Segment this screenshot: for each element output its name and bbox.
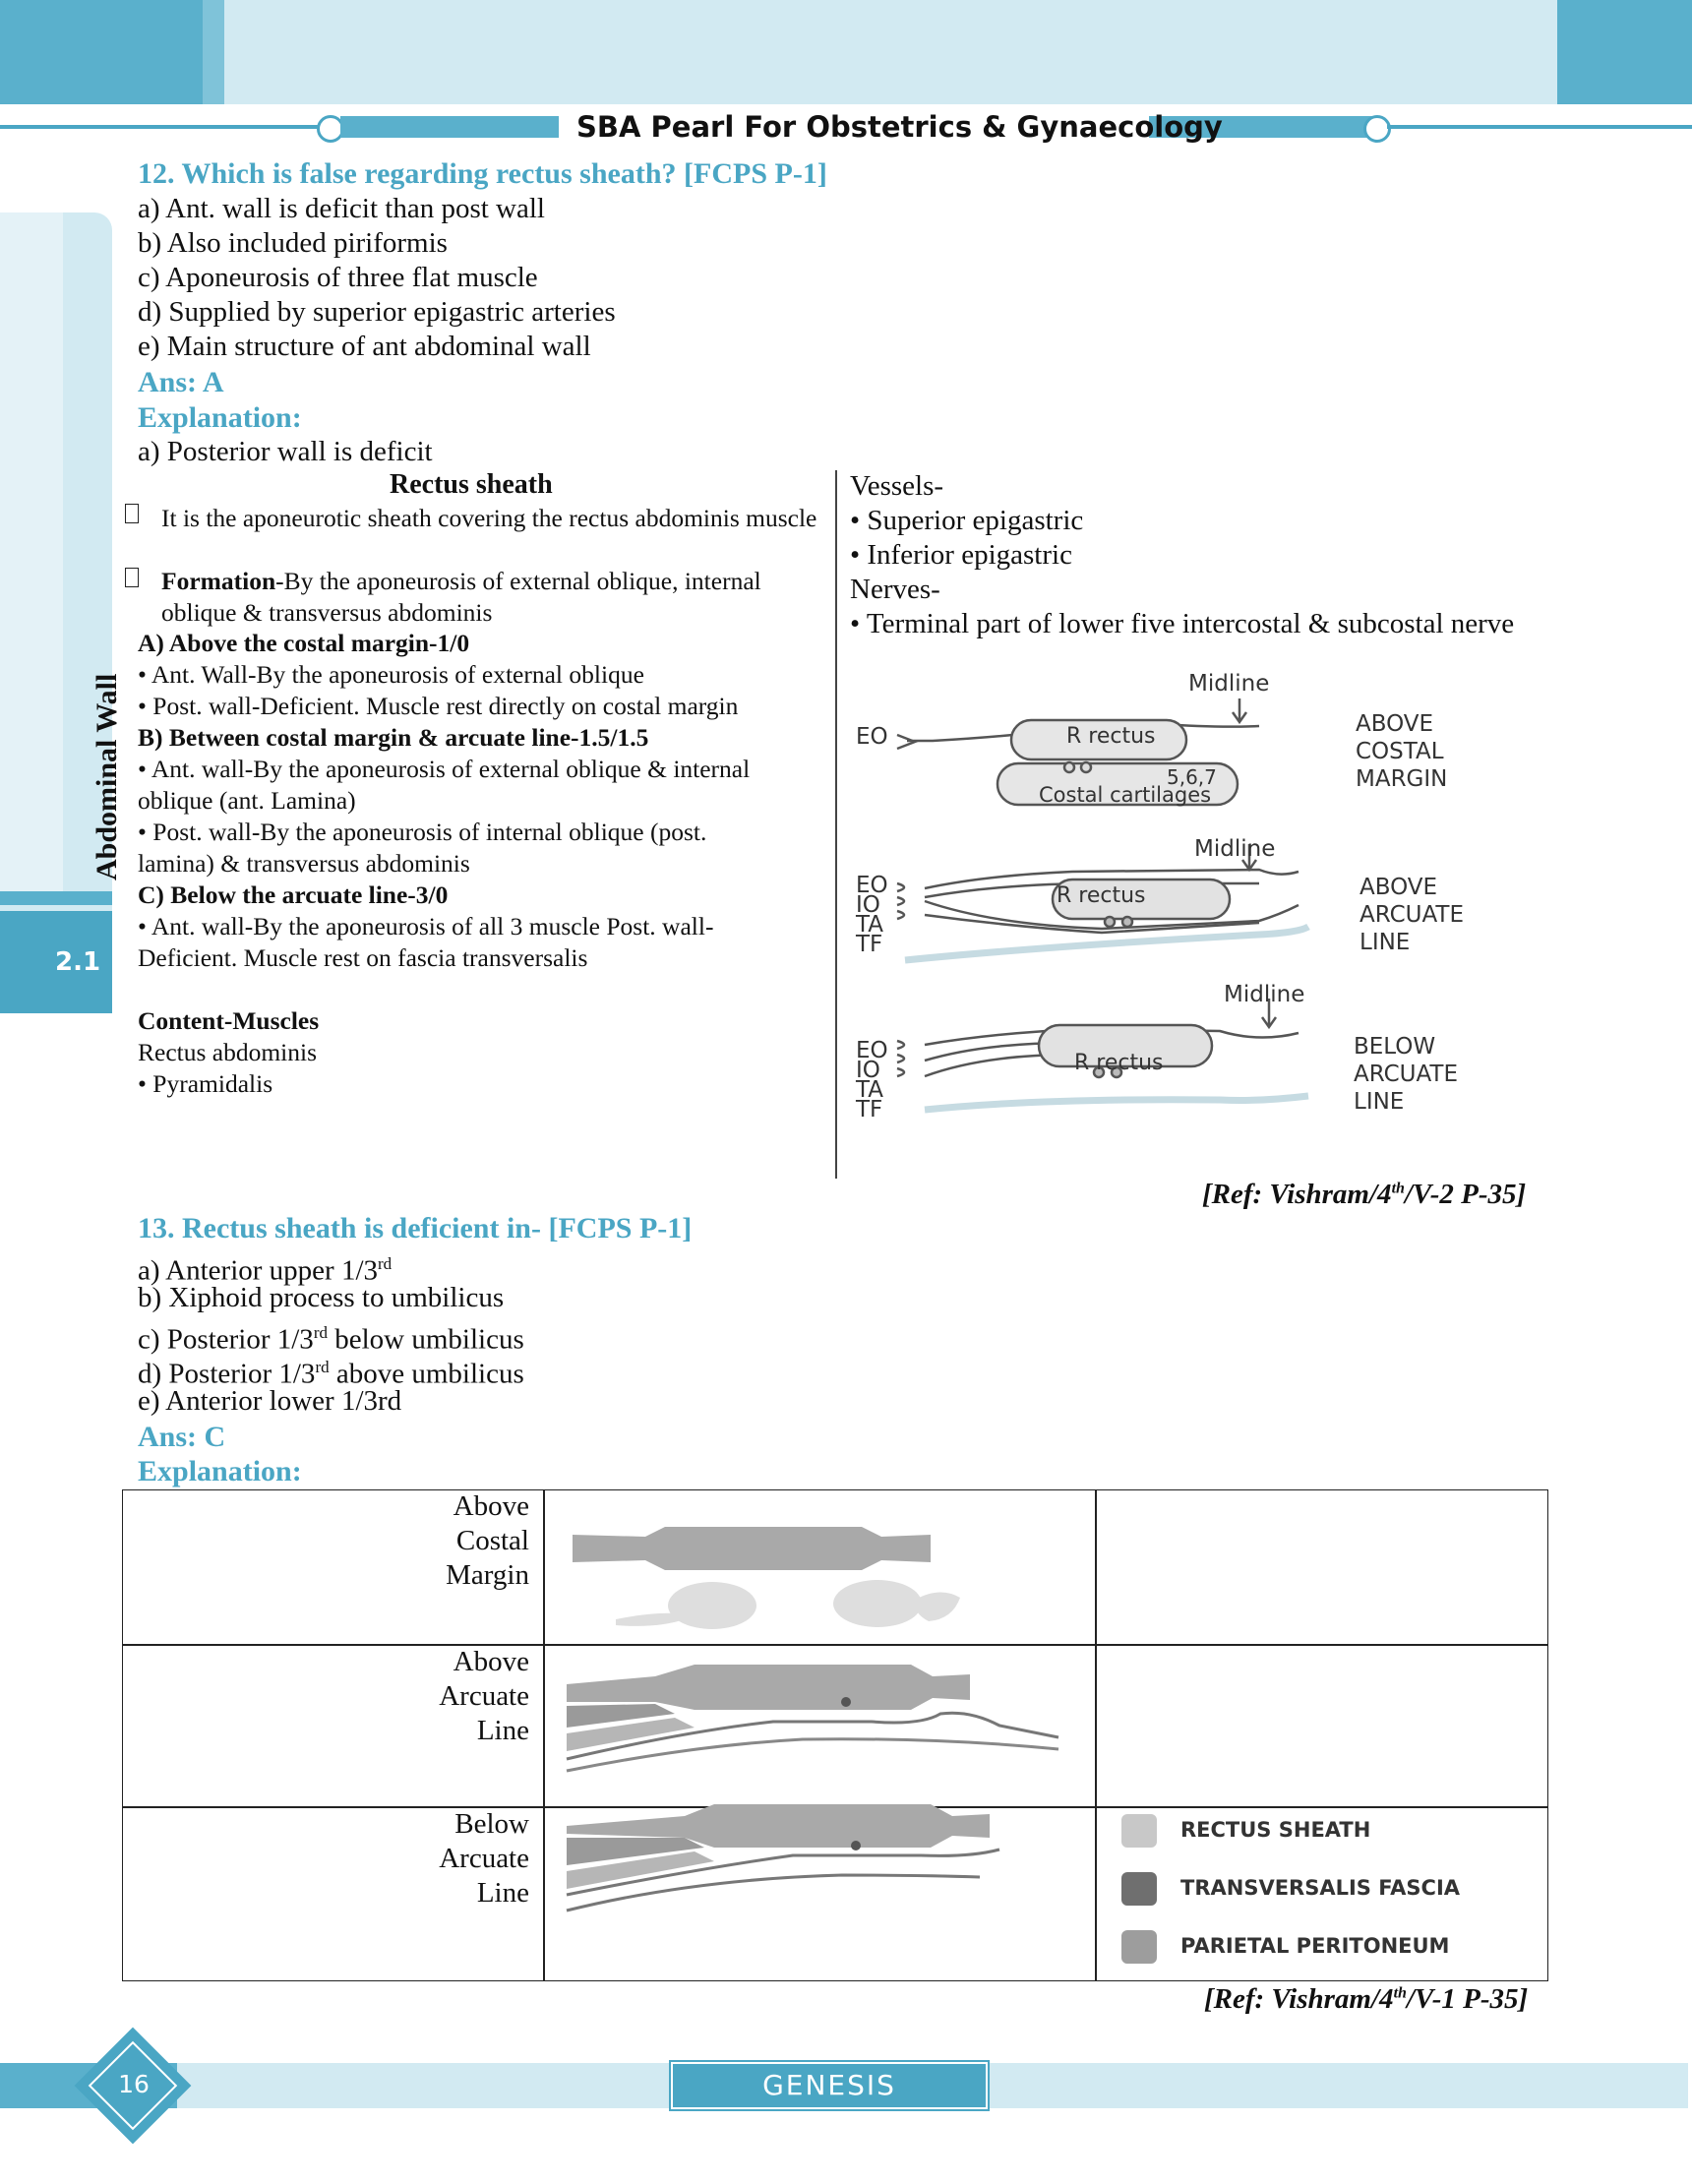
q12-option-b: b) Also included piriformis	[138, 227, 448, 259]
vessel-1: • Superior epigastric	[850, 505, 1084, 536]
q13-ref-sup: th	[1393, 1984, 1407, 2002]
table-row2-label	[374, 1645, 529, 1748]
row3-line1: Below	[454, 1808, 529, 1840]
nerves-heading: Nerves-	[850, 574, 940, 605]
s2-line1: ABOVE	[1360, 875, 1438, 900]
diagram-rectus-1: R rectus	[1066, 724, 1156, 749]
bullet-square-2	[125, 568, 139, 587]
section-b-line2: • Post. wall-By the aponeurosis of internal oblique (post. lamina) & transversus abdominis	[138, 818, 707, 878]
row1-line2: Costal	[455, 1525, 529, 1556]
q12-answer: Ans: A	[138, 366, 224, 398]
row2-line3: Line	[476, 1715, 529, 1746]
diagram-eo-1: EO	[856, 724, 888, 750]
column-divider	[835, 470, 837, 1179]
legend-swatch-parietal-peritoneum	[1121, 1930, 1157, 1964]
section-b-heading: B) Between costal margin & arcuate line-1.5/1.5	[138, 723, 649, 752]
section-a-heading: A) Above the costal margin-1/0	[138, 629, 470, 657]
q12-explanation-label: Explanation:	[138, 401, 302, 434]
page-number: 16	[118, 2070, 150, 2098]
diagram-midline-3: Midline	[1224, 982, 1305, 1007]
tf-3: TF	[856, 1097, 883, 1122]
io-3: IO	[856, 1058, 880, 1083]
legend-label-parietal-peritoneum: PARIETAL PERITONEUM	[1180, 1934, 1450, 1958]
table-vline-1	[543, 1489, 545, 1981]
q13-c-sup: rd	[313, 1323, 328, 1342]
vessels-heading: Vessels-	[850, 470, 944, 502]
header-right-line	[1387, 125, 1692, 129]
diagram-costal-num: 5,6,7	[1167, 765, 1217, 789]
row1-line3: Margin	[446, 1559, 529, 1591]
legend-label-rectus-sheath: RECTUS SHEATH	[1180, 1818, 1371, 1842]
q13-a-pre: a) Anterior upper 1/3	[138, 1254, 379, 1287]
q13-a-sup: rd	[378, 1254, 393, 1273]
row2-line1: Above	[453, 1646, 529, 1677]
row3-line3: Line	[476, 1877, 529, 1909]
q12-option-c: c) Aponeurosis of three flat muscle	[138, 262, 538, 293]
q12-left-bullet1: It is the aponeurotic sheath covering the rectus abdominis muscle	[161, 504, 817, 532]
header-left-block	[0, 0, 203, 104]
q13-d-sup: rd	[315, 1358, 330, 1376]
q13-ref-post: /V-1 P-35]	[1406, 1983, 1529, 2015]
header-band	[0, 0, 1692, 104]
diagram-midline-1: Midline	[1188, 671, 1270, 697]
diagram-rectus-3: R rectus	[1074, 1051, 1164, 1075]
header-right-dot	[1363, 115, 1391, 143]
q13-question: 13. Rectus sheath is deficient in- [FCPS P-1]	[138, 1212, 693, 1244]
rectus-sheath-heading: Rectus sheath	[390, 469, 553, 500]
header-left-stripe	[203, 0, 224, 104]
content-line1: Rectus abdominis	[138, 1038, 318, 1066]
legend-swatch-transversalis-fascia	[1121, 1872, 1157, 1906]
q13-option-e: e) Anterior lower 1/3rd	[138, 1385, 402, 1417]
s1-line1: ABOVE	[1356, 711, 1434, 737]
q12-left-bullet2	[161, 566, 822, 628]
header-left-line	[0, 125, 325, 129]
legend-label-transversalis-fascia: TRANSVERSALIS FASCIA	[1180, 1876, 1461, 1900]
header-right-block	[1557, 0, 1692, 104]
s2-line2: ARCUATE	[1360, 902, 1464, 928]
q12-reference	[1202, 1179, 1526, 1211]
formation-label: Formation	[161, 567, 276, 595]
bullet-square-1	[125, 504, 139, 523]
table-vline-2	[1095, 1489, 1097, 1981]
legend-swatch-rectus-sheath	[1121, 1814, 1157, 1848]
vessel-2: • Inferior epigastric	[850, 539, 1072, 571]
eo-2: EO	[856, 873, 888, 898]
content-heading: Content-Muscles	[138, 1006, 320, 1035]
section-c-line1: • Ant. wall-By the aponeurosis of all 3 muscle Post. wall-Deficient. Muscle rest on fascia transversalis	[138, 912, 714, 972]
content-line2: • Pyramidalis	[138, 1069, 273, 1098]
s1-line3: MARGIN	[1356, 766, 1448, 792]
s3-line2: ARCUATE	[1354, 1062, 1458, 1087]
q12-option-a: a) Ant. wall is deficit than post wall	[138, 193, 545, 224]
io-2: IO	[856, 892, 880, 918]
q13-explanation-label: Explanation:	[138, 1455, 302, 1487]
diagram-midline-2: Midline	[1194, 836, 1276, 862]
ta-2: TA	[856, 912, 883, 938]
q12-ref-pre: [Ref: Vishram/4	[1202, 1179, 1392, 1210]
ta-3: TA	[856, 1077, 883, 1103]
q13-d-post: above umbilicus	[329, 1358, 524, 1390]
table-row1-label	[374, 1489, 529, 1593]
q12-explanation-line: a) Posterior wall is deficit	[138, 436, 433, 467]
table-diagrams	[547, 1491, 1093, 1979]
q13-c-pre: c) Posterior 1/3	[138, 1323, 314, 1356]
formation-text: -By the aponeurosis of external oblique, internal oblique & transversus abdominis	[161, 567, 761, 627]
section-a-line2: • Post. wall-Deficient. Muscle rest directly on costal margin	[138, 692, 739, 720]
book-title: SBA Pearl For Obstetrics & Gynaecology	[576, 110, 1223, 144]
q13-option-b: b) Xiphoid process to umbilicus	[138, 1282, 505, 1313]
eo-3: EO	[856, 1038, 888, 1063]
diagram-section-2-label	[1360, 874, 1464, 956]
q13-answer: Ans: C	[138, 1421, 226, 1453]
diagram-layer-labels-3	[856, 1038, 888, 1122]
q13-d-pre: d) Posterior 1/3	[138, 1358, 316, 1390]
q12-option-e: e) Main structure of ant abdominal wall	[138, 331, 591, 362]
nerve-1: • Terminal part of lower five intercostal & subcostal nerve	[850, 608, 1515, 639]
section-number: 2.1	[55, 947, 101, 977]
q13-ref-pre: [Ref: Vishram/4	[1204, 1983, 1394, 2015]
q12-ref-sup: th	[1391, 1180, 1405, 1197]
section-a-line1: • Ant. Wall-By the aponeurosis of external oblique	[138, 660, 644, 689]
row1-line1: Above	[453, 1490, 529, 1522]
chapter-label: Abdominal Wall	[91, 673, 123, 880]
section-b-line1: • Ant. wall-By the aponeurosis of external oblique & internal oblique (ant. Lamina)	[138, 755, 751, 815]
q12-ref-post: /V-2 P-35]	[1404, 1179, 1527, 1210]
q12-option-d: d) Supplied by superior epigastric arteries	[138, 296, 616, 328]
s2-line3: LINE	[1360, 930, 1411, 955]
q13-reference	[1204, 1983, 1528, 2016]
diagram-layer-labels-2	[856, 873, 888, 957]
q13-c-post: below umbilicus	[327, 1323, 524, 1356]
s1-line2: COSTAL	[1356, 739, 1444, 764]
sidebar-strip	[0, 212, 63, 901]
row3-line2: Arcuate	[439, 1843, 529, 1874]
section-c-heading: C) Below the arcuate line-3/0	[138, 880, 449, 909]
table-row3-label	[374, 1807, 529, 1911]
header-left-bar	[340, 116, 559, 138]
s3-line3: LINE	[1354, 1089, 1405, 1115]
diagram-section-1-label	[1356, 710, 1447, 793]
footer-brand: GENESIS	[762, 2069, 896, 2101]
diagram-costal-cartilages: Costal cartilages	[1039, 783, 1212, 807]
tf-2: TF	[856, 932, 883, 957]
row2-line2: Arcuate	[439, 1680, 529, 1712]
q12-question: 12. Which is false regarding rectus sheath? [FCPS P-1]	[138, 157, 827, 190]
diagram-rectus-2: R rectus	[1057, 883, 1146, 908]
s3-line1: BELOW	[1354, 1034, 1436, 1060]
sidebar-section-line	[0, 891, 112, 905]
diagram-section-3-label	[1354, 1033, 1458, 1116]
